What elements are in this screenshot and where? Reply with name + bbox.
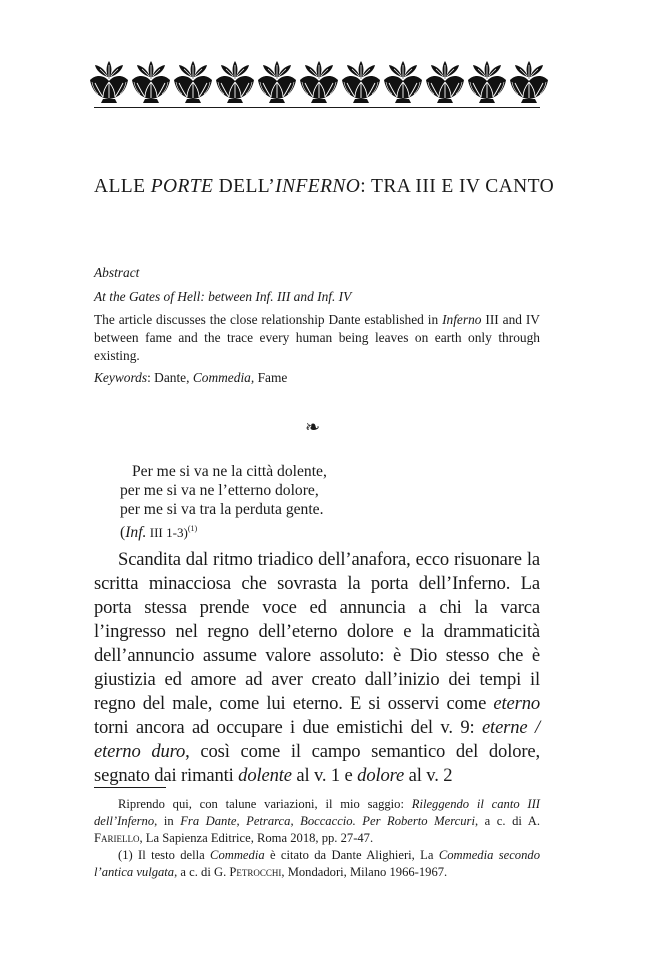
keywords-separator: : <box>147 370 155 385</box>
title-part-italic: PORTE <box>150 176 214 197</box>
footnote-unnumbered <box>94 796 540 847</box>
verse-line: per me si va tra la perduta gente. <box>120 501 324 518</box>
footnote-text: , Mondadori, Milano 1966-1967. <box>281 865 448 879</box>
body-text-part: , così come il campo semantico del dolore, segnato dai rimanti <box>94 741 541 786</box>
abstract-text-italic: Inferno <box>442 312 482 327</box>
header-rule <box>94 107 540 108</box>
verse-line: Per me si va ne la città dolente, <box>132 463 327 480</box>
verse-quotation <box>120 462 480 542</box>
body-text-italic: dolente <box>238 765 292 786</box>
lotus-ornament-icon <box>508 60 550 104</box>
footnote-number: (1) <box>118 848 133 862</box>
lotus-ornament-icon <box>130 60 172 104</box>
lotus-ornament-icon <box>88 60 130 104</box>
footnote-text: è citato da Dante Alighieri, La <box>264 848 439 862</box>
fleuron-icon: ❧ <box>305 417 321 438</box>
footnote-italic: Rileggendo il canto III dell’Inferno <box>94 797 540 828</box>
verse-reference <box>120 519 480 542</box>
abstract-title: At the Gates of Hell: between Inf. III and Inf. IV <box>94 289 352 304</box>
body-text-part: torni ancora ad occupare i due emistichi del v. 9: <box>94 717 482 738</box>
keywords-label: Keywords <box>94 370 148 385</box>
footnote-rule <box>94 787 166 788</box>
lotus-ornament-icon <box>382 60 424 104</box>
title-part: ALLE <box>94 176 151 197</box>
abstract-text-part: III and IV between fame and the trace every human being leaves on earth only through existing. <box>94 312 540 363</box>
footnote-text: Riprendo qui, con talune variazioni, il mio saggio: <box>118 797 412 811</box>
body-paragraph <box>94 548 540 788</box>
keywords-line <box>94 368 540 388</box>
lotus-ornament-icon <box>172 60 214 104</box>
title-part-italic: INFERNO <box>275 176 361 197</box>
footnote-1 <box>94 847 540 881</box>
verse-ref-part: ( <box>120 524 126 542</box>
footnote-italic: Commedia <box>210 848 265 862</box>
footnote-text: , a c. di A. <box>474 814 540 828</box>
abstract-text <box>94 311 540 365</box>
keyword: Dante, <box>154 370 190 385</box>
body-text-italic: eterne / eterno duro <box>94 717 540 762</box>
title-part: DELL’ <box>213 176 276 197</box>
footnote-text: , La Sapienza Editrice, Roma 2018, pp. 27-47. <box>139 831 374 845</box>
lotus-ornament-icon <box>298 60 340 104</box>
keyword: Commedia, <box>192 370 255 385</box>
article-title <box>94 176 555 198</box>
lotus-ornament-icon <box>214 60 256 104</box>
lotus-ornament-icon <box>466 60 508 104</box>
abstract-heading: Abstract <box>94 265 140 280</box>
body-text-part: Scandita dal ritmo triadico dell’anafora, ecco risuonare la scritta minacciosa che sovrasta la porta dell’Inferno. La porta stessa prende voce ed annuncia a chi la varca l’ingresso nel regno dell’eterno dolore e la drammaticità dell’annuncio assume valore assoluto: è Dio stesso che è giustizia ed amore ad aver creato dall’inizio dei tempi il regno del male, come lui eterno. E si osservi come <box>94 549 540 714</box>
abstract-text-part: The article discusses the close relationship Dante established in <box>94 312 443 327</box>
body-text-italic: eterno <box>493 693 540 714</box>
footnote-italic: Fra Dante, Petrarca, Boccaccio. Per Roberto Mercuri <box>180 814 475 828</box>
footnote-author: Fariello <box>94 831 140 845</box>
footnote-text: , in <box>154 814 181 828</box>
footnote-text: Il testo della <box>132 848 211 862</box>
footnote-author: Petrocchi <box>229 865 282 879</box>
lotus-ornament-icon <box>340 60 382 104</box>
footnote-marker: (1) <box>187 524 198 533</box>
body-text-part: al v. 2 <box>404 765 453 786</box>
footnote-italic: Commedia secondo l’antica vulgata <box>94 848 540 879</box>
verse-ref-part: III 1-3) <box>146 525 188 541</box>
abstract-section <box>94 264 540 388</box>
lotus-ornament-icon <box>256 60 298 104</box>
verse-line: per me si va ne l’etterno dolore, <box>120 482 319 499</box>
verse-ref-italic: Inf. <box>125 524 147 542</box>
footnote-text: , a c. di G. <box>174 865 230 879</box>
keyword: Fame <box>257 370 288 385</box>
body-text-part: al v. 1 e <box>291 765 358 786</box>
footnotes <box>94 796 540 881</box>
lotus-ornament-icon <box>424 60 466 104</box>
body-text-italic: dolore <box>357 765 405 786</box>
title-part: : TRA III E IV CANTO <box>360 176 555 197</box>
ornament-row <box>88 60 540 104</box>
